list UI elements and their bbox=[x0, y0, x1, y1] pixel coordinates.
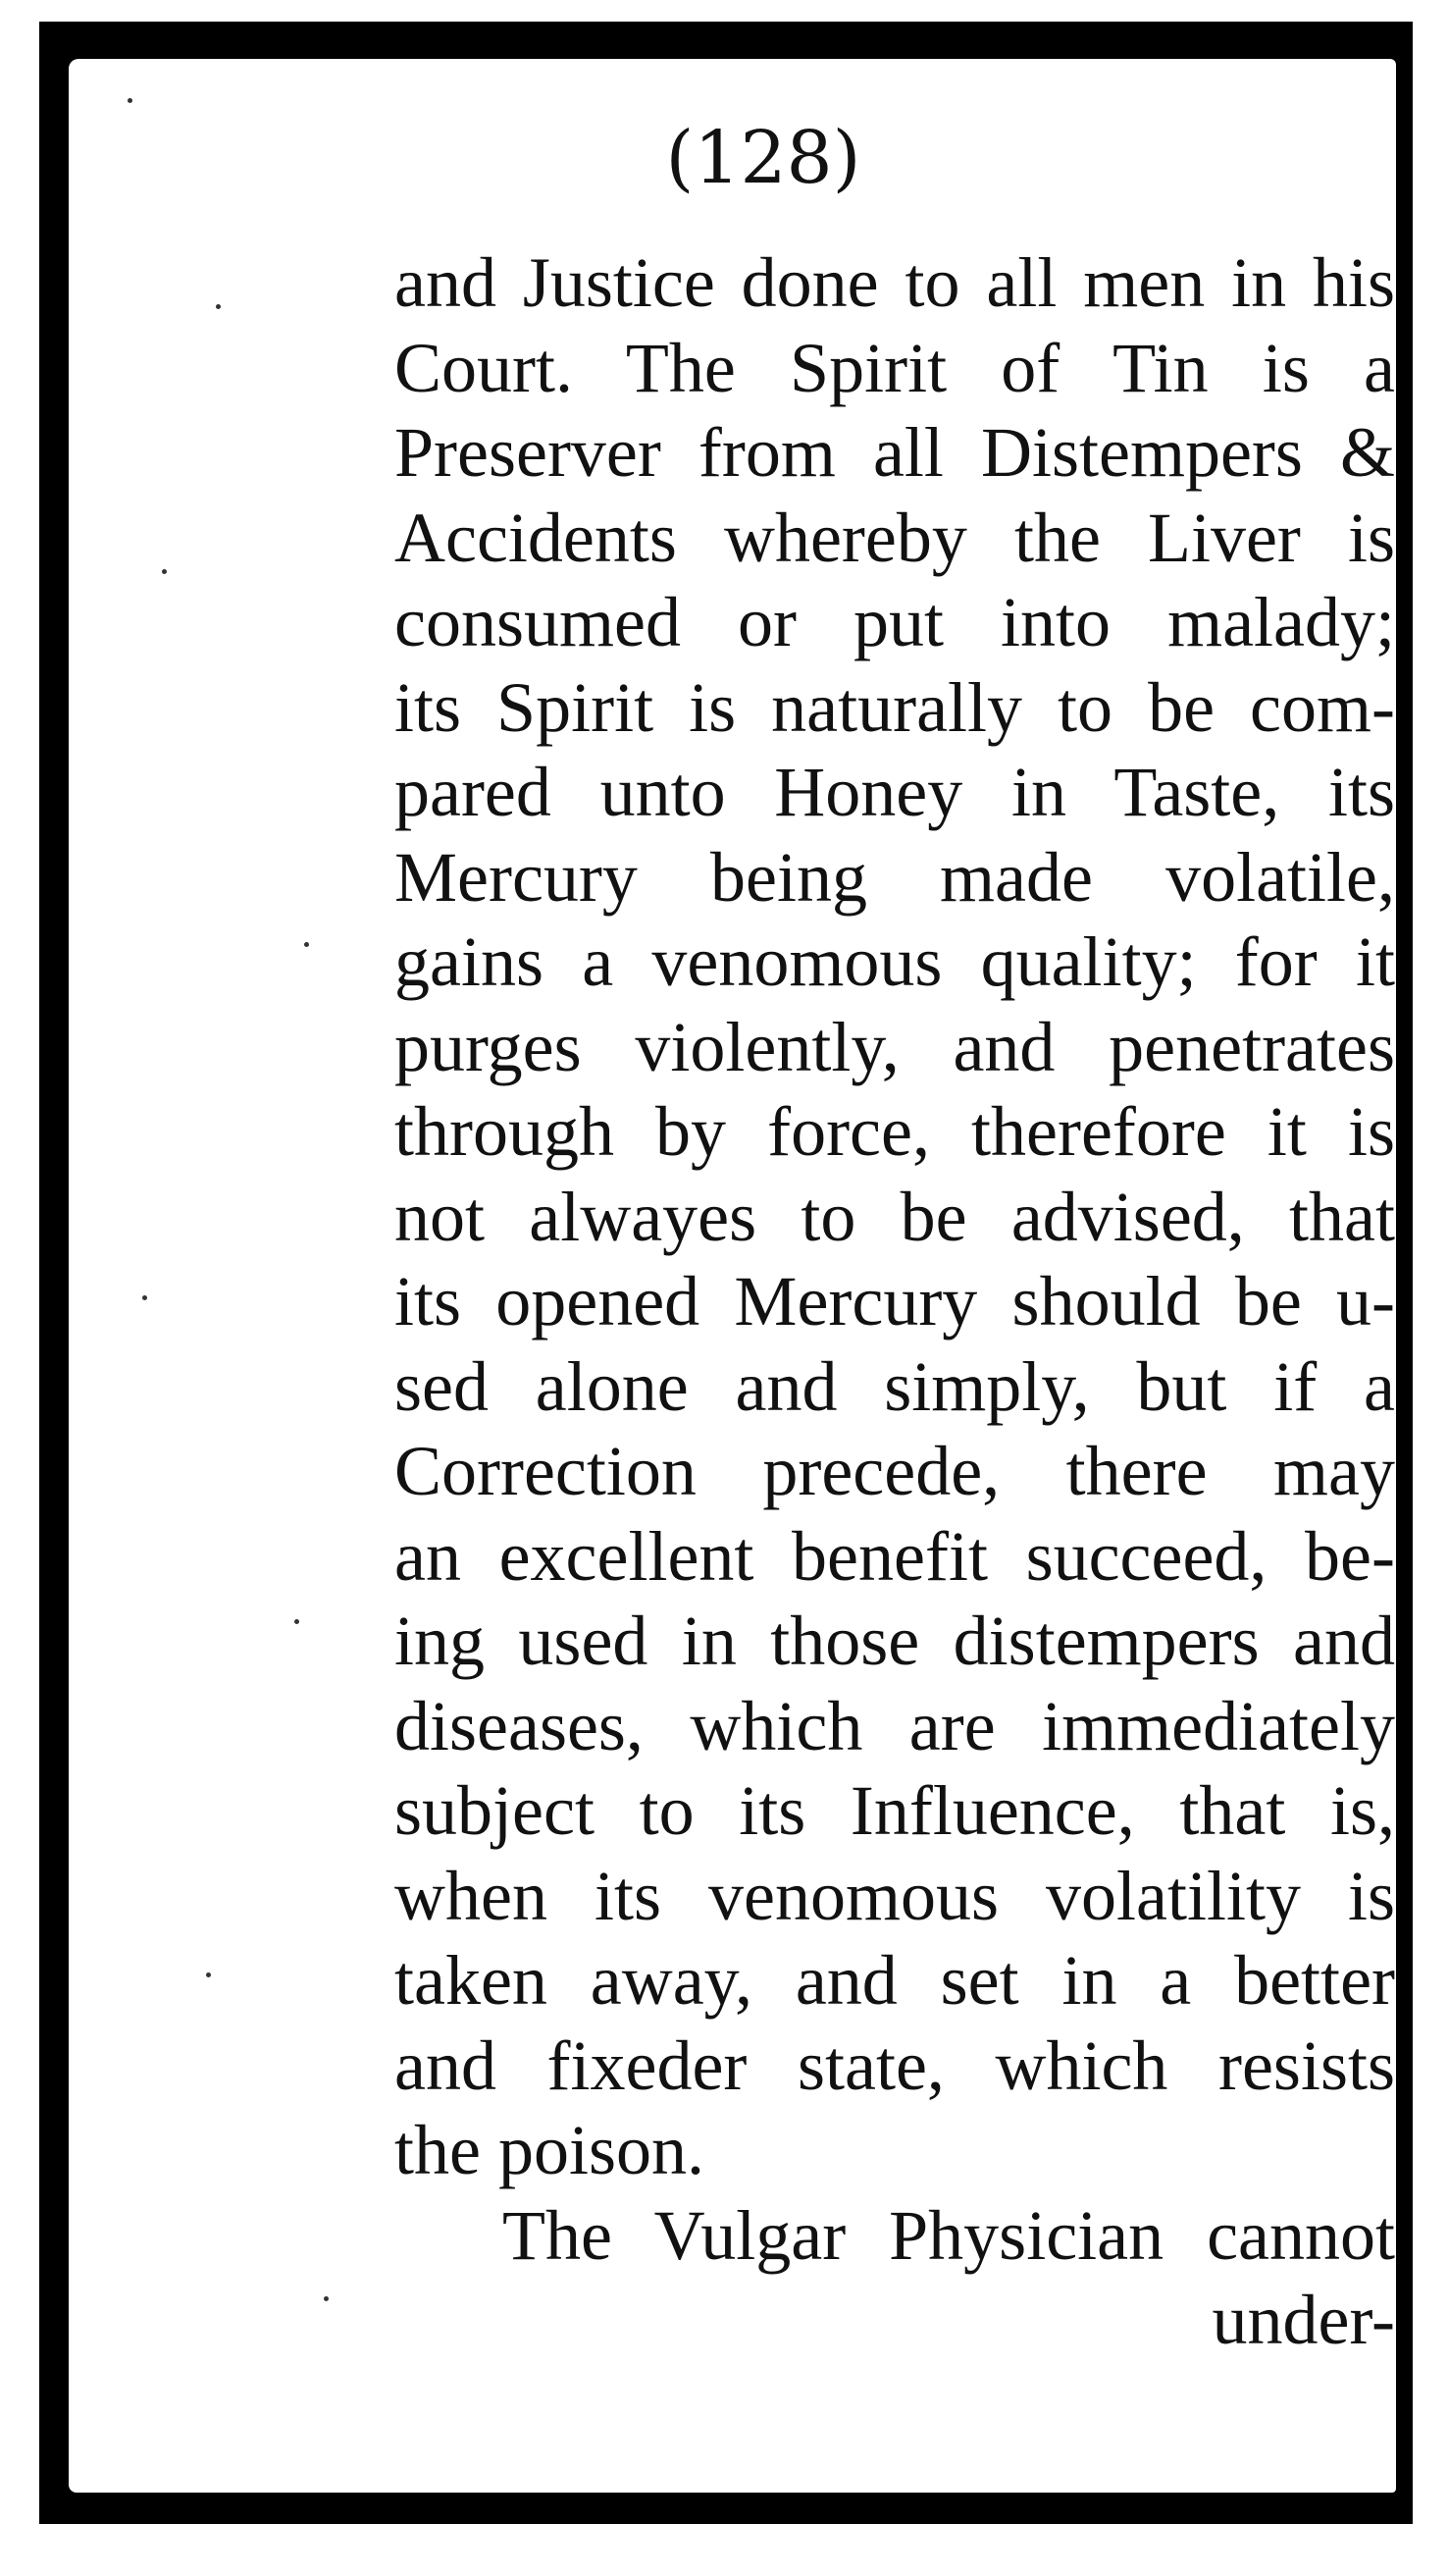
paper-speck bbox=[304, 942, 309, 947]
text-line: and Justice done to all men in his bbox=[394, 243, 1395, 322]
text-line: the poison. bbox=[394, 2111, 704, 2189]
text-line: ing used in those distempers and bbox=[394, 1602, 1395, 1680]
text-line: not alwayes to be advised, that bbox=[394, 1177, 1395, 1256]
text-line: Correction precede, there may bbox=[394, 1432, 1395, 1510]
paper-speck bbox=[162, 569, 167, 574]
page-number: (128) bbox=[665, 116, 861, 200]
text-line: taken away, and set in a better bbox=[394, 1941, 1395, 2020]
text-line: purges violently, and penetrates bbox=[394, 1007, 1395, 1086]
catchword: under- bbox=[1212, 2281, 1395, 2359]
text-line: Mercury being made volatile, bbox=[394, 837, 1395, 917]
text-line: its Spirit is naturally to be com- bbox=[394, 667, 1395, 747]
text-line: gains a venomous quality; for it bbox=[394, 922, 1395, 1001]
text-line: when its venomous volatility is bbox=[394, 1856, 1395, 1935]
text-line: through by force, therefore it is bbox=[394, 1092, 1395, 1171]
text-line: Preserver from all Distempers & bbox=[394, 413, 1395, 492]
paper-speck bbox=[294, 1619, 299, 1624]
text-line: consumed or put into malady; bbox=[394, 583, 1395, 661]
text-line: sed alone and simply, but if a bbox=[394, 1346, 1395, 1426]
paper-speck bbox=[216, 304, 221, 309]
text-line: pared unto Honey in Taste, its bbox=[394, 753, 1395, 831]
text-line: diseases, which are immediately bbox=[394, 1686, 1395, 1765]
text-line: subject to its Influence, that is, bbox=[394, 1771, 1395, 1850]
body-text bbox=[394, 240, 1395, 2363]
text-line: an excellent benefit succeed, be- bbox=[394, 1516, 1395, 1596]
text-line: and fixeder state, which resists bbox=[394, 2025, 1395, 2105]
text-line: Court. The Spirit of Tin is a bbox=[394, 328, 1395, 407]
text-line: its opened Mercury should be u- bbox=[394, 1262, 1395, 1341]
paper-speck bbox=[128, 98, 132, 103]
paper-speck bbox=[324, 2296, 329, 2301]
paragraph-start-line: The Vulgar Physician cannot bbox=[502, 2195, 1395, 2275]
paper-speck bbox=[206, 1972, 211, 1977]
text-line: Accidents whereby the Liver is bbox=[394, 498, 1395, 577]
paper-speck bbox=[142, 1295, 147, 1300]
